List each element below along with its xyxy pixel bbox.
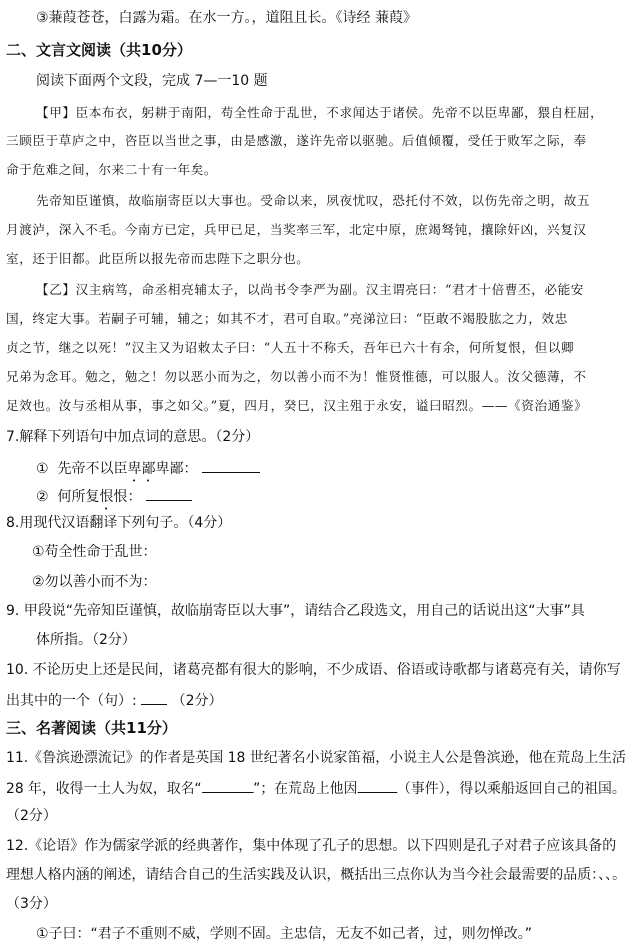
q7-item-1: [36, 458, 260, 485]
q12-line-2: 理想人格内涵的阐述，请结合自己的生活实践及认识，概括出三点你认为当今社会最需要的品质：、、。: [6, 867, 627, 883]
passage-yi-line-5: 足效也。汝与丞相从事，事之如父。”夏，四月，癸巳，汉主殂于永安，谥曰昭烈。——《资治通鉴》: [6, 398, 588, 413]
q10-line-2-score: （2分）: [171, 693, 223, 709]
q10-line-2: [6, 690, 223, 710]
q7-item-1-label: 卑鄙：: [155, 461, 198, 477]
passage-yi-line-3: 贞之节，继之以死！”汉主又为诏敕太子曰：“人五十不称夭，吾年已六十有余，何所复恨，但以卿: [6, 340, 575, 355]
q11-line-2: [6, 778, 626, 798]
q7-item-1-number: ①: [36, 461, 49, 477]
passage-jia-line-1: 【甲】臣本布衣，躬耕于南阳，苟全性命于乱世，不求闻达于诸侯。先帝不以臣卑鄙，猥自枉屈，: [36, 105, 604, 120]
q11-event-blank[interactable]: [357, 778, 397, 793]
q8-item-2: ②勿以善小而不为：: [32, 574, 157, 590]
section3-title: 三、名著阅读（共11分）: [6, 719, 177, 737]
passage-jia-line-3: 命于危难之间，尔来二十有一年矣。: [6, 162, 218, 177]
q11-line-2-part-c: （事件），得以乘船返回自己的祖国。: [397, 781, 626, 797]
passage-jia-line-2: 三顾臣于草庐之中，咨臣以当世之事，由是感激，遂许先帝以驱驰。后值倾覆，受任于败军之际，奉: [6, 133, 587, 148]
q7-item-1-dotted-word: 卑鄙: [127, 461, 156, 477]
q7-item-2: [36, 486, 192, 513]
q11-line-2-part-a: 28 年，收得一土人为奴，取名“: [6, 781, 202, 797]
q9-line-1: 9. 甲段说“先帝知臣谨慎，故临崩寄臣以大事”，请结合乙段选文，用自己的话说出这“大事”具: [6, 603, 585, 619]
q10-line-2-prefix: 出其中的一个（句）:: [6, 693, 137, 709]
passage-yi-line-1: 【乙】汉主病笃，命丞相亮辅太子，以尚书令李严为副。汉主谓亮曰：“君才十倍曹丕，必能安: [36, 282, 584, 297]
q10-answer-blank[interactable]: [141, 690, 167, 705]
passage-jia-line-4: 先帝知臣谨慎，故临崩寄臣以大事也。受命以来，夙夜忧叹，恐托付不效，以伤先帝之明，故五: [36, 193, 591, 208]
q7-item-2-dotted-word: 恨: [99, 489, 114, 505]
q11-name-blank[interactable]: [202, 778, 254, 793]
q11-line-1: 11.《鲁滨逊漂流记》的作者是英国 18 世纪著名小说家笛福，小说主人公是鲁滨逊，他在荒岛上生活: [6, 750, 626, 766]
q8-item-1: ①苟全性命于乱世：: [32, 544, 157, 560]
q11-line-3: （2分）: [6, 808, 57, 824]
section2-instruction: 阅读下面两个文段，完成 7—一10 题: [36, 73, 268, 89]
passage-yi-line-2: 国，终定大事。若嗣子可辅，辅之；如其不才，君可自取。”亮涕泣曰：“臣敢不竭股肱之力，效忠: [6, 311, 568, 326]
q7-item-1-answer-blank[interactable]: [202, 458, 260, 473]
q12-line-3: （3分）: [6, 896, 57, 912]
q7-item-2-label: 恨：: [113, 489, 142, 505]
poem-line: ③蒹葭苍苍，白露为霜。在水一方。，道阻且长。《诗经 蒹葭》: [36, 10, 417, 26]
q7-item-2-number: ②: [36, 489, 49, 505]
passage-jia-line-6: 室，还于旧都。此臣所以报先帝而忠陛下之职分也。: [6, 251, 310, 266]
q8-stem: 8.用现代汉语翻译下列句子。（4分）: [6, 515, 232, 531]
q12-line-1: 12.《论语》作为儒家学派的经典著作，集中体现了孔子的思想。以下四则是孔子对君子应该具备的: [6, 838, 617, 854]
q10-line-1: 10. 不论历史上还是民间，诸葛亮都有很大的影响，不少成语、俗语或诗歌都与诸葛亮有关，请你写: [6, 662, 621, 678]
q12-quote-1: ①子曰：“君子不重则不威，学则不固。主忠信，无友不如己者，过，则勿惮改。”: [36, 926, 533, 942]
q9-line-2: 体所指。（2分）: [36, 632, 136, 648]
q7-item-2-prefix: 何所复: [57, 489, 100, 505]
q7-item-2-answer-blank[interactable]: [146, 486, 192, 501]
q11-line-2-part-b: ”；在荒岛上他因: [253, 781, 358, 797]
section2-title: 二、文言文阅读（共10分）: [6, 41, 192, 59]
q7-stem: 7.解释下列语句中加点词的意思。（2分）: [6, 429, 260, 445]
q7-item-1-prefix: 先帝不以臣: [57, 461, 128, 477]
passage-yi-line-4: 兄弟为念耳。勉之，勉之！勿以恶小而为之，勿以善小而不为！惟贤惟德，可以服人。汝父德薄，不: [6, 369, 587, 384]
passage-jia-line-5: 月渡泸，深入不毛。今南方已定，兵甲已足，当奖率三军，北定中原，庶竭驽钝，攘除奸凶，兴复汉: [6, 222, 587, 237]
